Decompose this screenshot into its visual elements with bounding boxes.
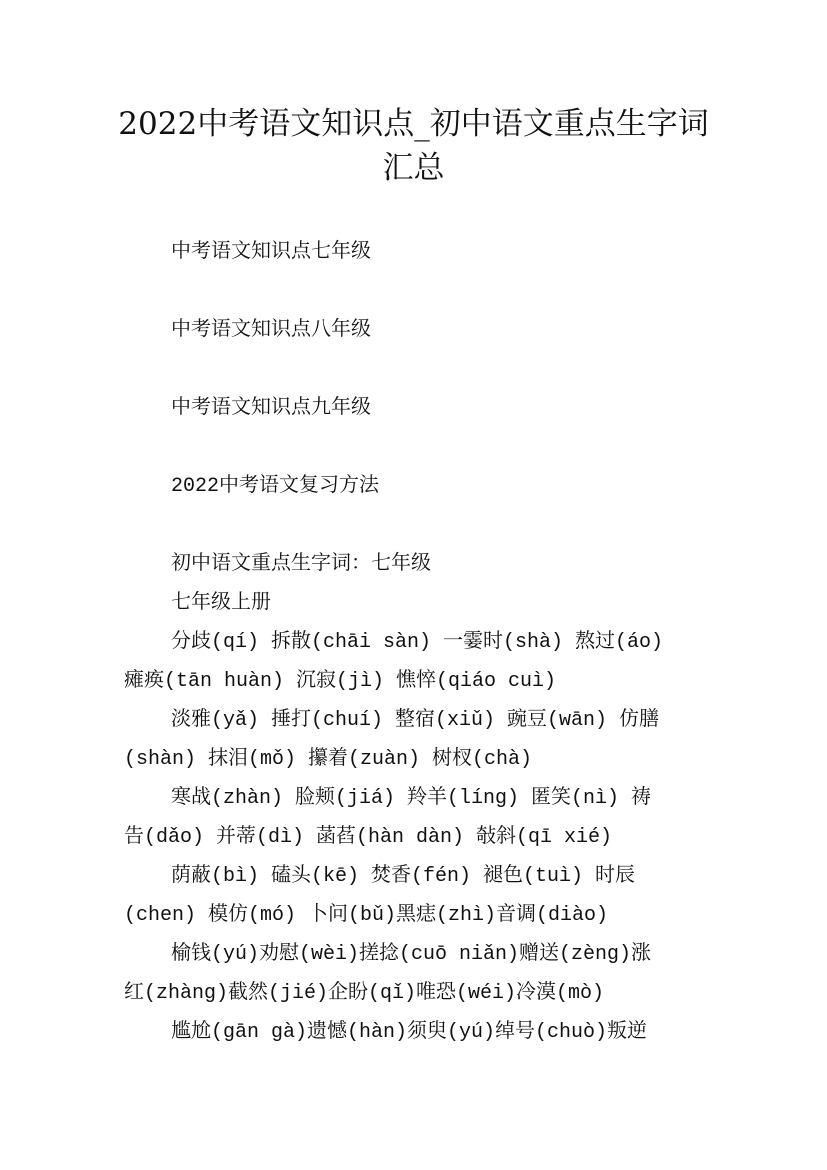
link-grade-9[interactable]: 中考语文知识点九年级: [171, 397, 371, 420]
document-title-line-2: 汇总: [382, 150, 445, 186]
subsection-heading: 七年级上册: [171, 592, 271, 615]
vocab-line: 分歧(qí) 拆散(chāi sàn) 一霎时(shà) 熬过(áo): [171, 631, 664, 654]
vocab-line: 寒战(zhàn) 脸颊(jiá) 羚羊(líng) 匿笑(nì) 祷: [171, 787, 652, 810]
vocab-line: 淡雅(yǎ) 捶打(chuí) 整宿(xiǔ) 豌豆(wān) 仿膳: [171, 709, 660, 732]
link-grade-7[interactable]: 中考语文知识点七年级: [171, 241, 371, 264]
vocab-line: 红(zhàng)截然(jié)企盼(qǐ)唯恐(wéi)冷漠(mò): [124, 982, 605, 1005]
vocab-line: 尴尬(gān gà)遗憾(hàn)须臾(yú)绰号(chuò)叛逆: [171, 1021, 648, 1044]
vocab-line: (shàn) 抹泪(mǒ) 攥着(zuàn) 树杈(chà): [124, 748, 533, 771]
vocab-line: 瘫痪(tān huàn) 沉寂(jì) 憔悴(qiáo cuì): [124, 670, 557, 693]
vocab-line: 告(dǎo) 并蒂(dì) 菡萏(hàn dàn) 敧斜(qī xié): [124, 826, 613, 849]
vocab-line: 荫蔽(bì) 磕头(kē) 焚香(fén) 褪色(tuì) 时辰: [171, 865, 636, 888]
link-review-method[interactable]: 2022中考语文复习方法: [171, 475, 380, 498]
vocab-line: (chen) 模仿(mó) 卜问(bǔ)黑痣(zhì)音调(diào): [124, 904, 609, 927]
vocab-line: 榆钱(yú)劝慰(wèi)搓捻(cuō niǎn)赠送(zèng)涨: [171, 943, 652, 966]
section-heading: 初中语文重点生字词：七年级: [171, 553, 431, 576]
link-grade-8[interactable]: 中考语文知识点八年级: [171, 319, 371, 342]
document-title-line-1: 2022中考语文知识点_初中语文重点生字词: [118, 106, 709, 142]
